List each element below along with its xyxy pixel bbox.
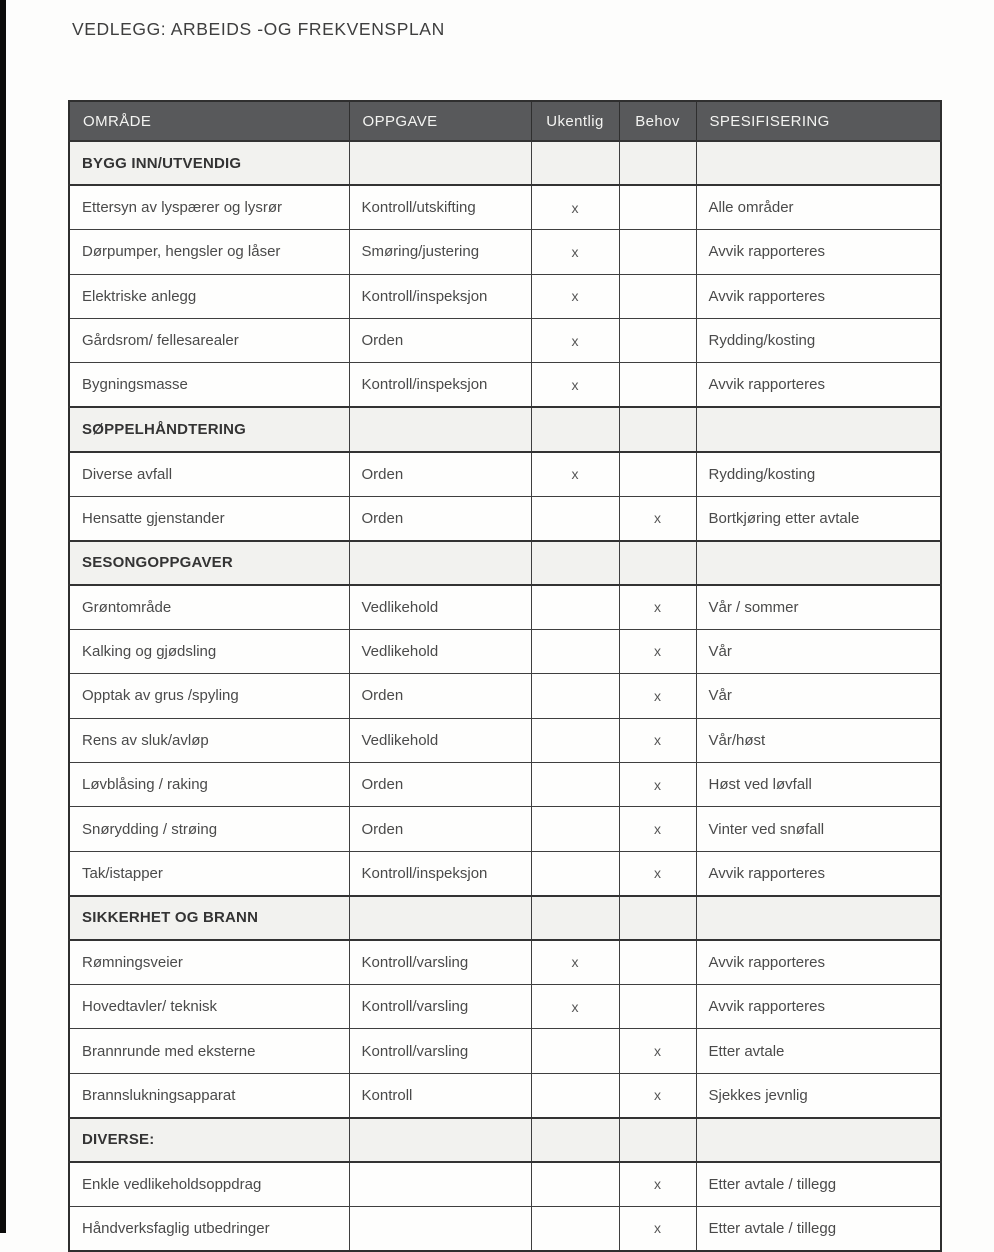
cell-behov: x — [619, 1073, 696, 1117]
column-header-oppgave: OPPGAVE — [349, 101, 531, 141]
cell-ukentlig — [531, 629, 619, 673]
cell-oppgave: Kontroll/varsling — [349, 1029, 531, 1073]
cell-omrade: Bygningsmasse — [69, 363, 349, 407]
cell-oppgave — [349, 1162, 531, 1206]
table-row — [69, 585, 941, 629]
table-row — [69, 452, 941, 496]
cell-ukentlig — [531, 718, 619, 762]
column-header-behov: Behov — [619, 101, 696, 141]
cell-oppgave: Orden — [349, 319, 531, 363]
cell-ukentlig — [531, 807, 619, 851]
cell-behov: x — [619, 1162, 696, 1206]
table-row — [69, 185, 941, 229]
cell-oppgave — [349, 896, 531, 940]
cell-ukentlig — [531, 496, 619, 540]
cell-behov: x — [619, 1206, 696, 1250]
cell-spesifisering: Rydding/kosting — [696, 319, 941, 363]
cell-behov — [619, 940, 696, 984]
cell-spesifisering: Vår — [696, 629, 941, 673]
table-row — [69, 1029, 941, 1073]
cell-behov — [619, 185, 696, 229]
cell-oppgave: Orden — [349, 496, 531, 540]
cell-oppgave: Vedlikehold — [349, 718, 531, 762]
cell-ukentlig: x — [531, 363, 619, 407]
cell-spesifisering: Alle områder — [696, 185, 941, 229]
cell-ukentlig — [531, 762, 619, 806]
cell-oppgave — [349, 141, 531, 185]
cell-spesifisering: Avvik rapporteres — [696, 851, 941, 895]
cell-spesifisering: Etter avtale / tillegg — [696, 1206, 941, 1250]
cell-ukentlig: x — [531, 274, 619, 318]
cell-ukentlig — [531, 407, 619, 451]
table-row — [69, 496, 941, 540]
cell-spesifisering — [696, 896, 941, 940]
cell-ukentlig: x — [531, 984, 619, 1028]
cell-ukentlig — [531, 851, 619, 895]
cell-oppgave: Smøring/justering — [349, 230, 531, 274]
cell-behov: x — [619, 718, 696, 762]
cell-omrade: Kalking og gjødsling — [69, 629, 349, 673]
cell-omrade: SESONGOPPGAVER — [69, 541, 349, 585]
cell-omrade: Gårdsrom/ fellesarealer — [69, 319, 349, 363]
scan-edge-artifact — [0, 0, 6, 1233]
table-header-row — [69, 101, 941, 141]
cell-ukentlig: x — [531, 940, 619, 984]
cell-ukentlig — [531, 141, 619, 185]
cell-omrade: Tak/istapper — [69, 851, 349, 895]
cell-ukentlig — [531, 1029, 619, 1073]
cell-spesifisering: Vår — [696, 674, 941, 718]
cell-spesifisering: Sjekkes jevnlig — [696, 1073, 941, 1117]
cell-omrade: Opptak av grus /spyling — [69, 674, 349, 718]
table-row — [69, 807, 941, 851]
cell-oppgave: Kontroll/inspeksjon — [349, 851, 531, 895]
section-row — [69, 407, 941, 451]
cell-ukentlig — [531, 674, 619, 718]
cell-oppgave: Vedlikehold — [349, 585, 531, 629]
table-row — [69, 274, 941, 318]
column-header-ukentlig: Ukentlig — [531, 101, 619, 141]
cell-oppgave: Kontroll/utskifting — [349, 185, 531, 229]
cell-omrade: SIKKERHET OG BRANN — [69, 896, 349, 940]
cell-ukentlig: x — [531, 319, 619, 363]
cell-omrade: Rømningsveier — [69, 940, 349, 984]
cell-omrade: Snørydding / strøing — [69, 807, 349, 851]
cell-behov — [619, 319, 696, 363]
section-row — [69, 896, 941, 940]
cell-behov — [619, 230, 696, 274]
table-row — [69, 940, 941, 984]
cell-behov: x — [619, 496, 696, 540]
cell-omrade: Diverse avfall — [69, 452, 349, 496]
cell-spesifisering: Avvik rapporteres — [696, 984, 941, 1028]
cell-ukentlig: x — [531, 185, 619, 229]
cell-spesifisering: Rydding/kosting — [696, 452, 941, 496]
cell-oppgave — [349, 1206, 531, 1250]
cell-behov — [619, 141, 696, 185]
table-row — [69, 1162, 941, 1206]
cell-oppgave — [349, 541, 531, 585]
cell-spesifisering: Avvik rapporteres — [696, 230, 941, 274]
cell-behov — [619, 896, 696, 940]
section-row — [69, 141, 941, 185]
cell-behov: x — [619, 629, 696, 673]
cell-omrade: BYGG INN/UTVENDIG — [69, 141, 349, 185]
table-row — [69, 629, 941, 673]
cell-oppgave: Kontroll/inspeksjon — [349, 363, 531, 407]
cell-ukentlig: x — [531, 452, 619, 496]
cell-omrade: Løvblåsing / raking — [69, 762, 349, 806]
cell-spesifisering — [696, 407, 941, 451]
cell-behov — [619, 452, 696, 496]
cell-ukentlig — [531, 541, 619, 585]
table-row — [69, 1206, 941, 1250]
cell-oppgave: Vedlikehold — [349, 629, 531, 673]
cell-spesifisering: Vinter ved snøfall — [696, 807, 941, 851]
cell-behov — [619, 363, 696, 407]
table-row — [69, 230, 941, 274]
cell-oppgave: Kontroll/varsling — [349, 940, 531, 984]
cell-spesifisering: Vår / sommer — [696, 585, 941, 629]
cell-ukentlig — [531, 1206, 619, 1250]
cell-behov — [619, 407, 696, 451]
cell-spesifisering: Vår/høst — [696, 718, 941, 762]
cell-omrade: Rens av sluk/avløp — [69, 718, 349, 762]
cell-omrade: Ettersyn av lyspærer og lysrør — [69, 185, 349, 229]
cell-omrade: Brannrunde med eksterne — [69, 1029, 349, 1073]
cell-behov: x — [619, 674, 696, 718]
cell-behov: x — [619, 762, 696, 806]
cell-omrade: Elektriske anlegg — [69, 274, 349, 318]
cell-ukentlig: x — [531, 230, 619, 274]
cell-behov: x — [619, 585, 696, 629]
cell-spesifisering: Avvik rapporteres — [696, 363, 941, 407]
cell-omrade: Hensatte gjenstander — [69, 496, 349, 540]
cell-oppgave: Kontroll/varsling — [349, 984, 531, 1028]
cell-behov — [619, 1118, 696, 1162]
cell-omrade: Grøntområde — [69, 585, 349, 629]
section-row — [69, 1118, 941, 1162]
table-row — [69, 1073, 941, 1117]
cell-omrade: DIVERSE: — [69, 1118, 349, 1162]
cell-oppgave: Orden — [349, 452, 531, 496]
cell-spesifisering: Etter avtale — [696, 1029, 941, 1073]
cell-oppgave: Orden — [349, 674, 531, 718]
cell-behov: x — [619, 807, 696, 851]
cell-behov — [619, 274, 696, 318]
cell-oppgave: Orden — [349, 762, 531, 806]
cell-spesifisering: Bortkjøring etter avtale — [696, 496, 941, 540]
cell-ukentlig — [531, 896, 619, 940]
cell-spesifisering: Avvik rapporteres — [696, 274, 941, 318]
cell-behov: x — [619, 851, 696, 895]
cell-oppgave: Kontroll/inspeksjon — [349, 274, 531, 318]
table-row — [69, 319, 941, 363]
cell-omrade: Dørpumper, hengsler og låser — [69, 230, 349, 274]
cell-behov: x — [619, 1029, 696, 1073]
cell-oppgave — [349, 1118, 531, 1162]
cell-spesifisering — [696, 541, 941, 585]
table-row — [69, 984, 941, 1028]
table-row — [69, 851, 941, 895]
cell-omrade: Håndverksfaglig utbedringer — [69, 1206, 349, 1250]
document-title: VEDLEGG: ARBEIDS -OG FREKVENSPLAN — [72, 19, 445, 39]
column-header-omrade: OMRÅDE — [69, 101, 349, 141]
cell-spesifisering: Høst ved løvfall — [696, 762, 941, 806]
table-row — [69, 363, 941, 407]
table-row — [69, 674, 941, 718]
cell-oppgave: Kontroll — [349, 1073, 531, 1117]
section-row — [69, 541, 941, 585]
cell-oppgave: Orden — [349, 807, 531, 851]
cell-spesifisering: Avvik rapporteres — [696, 940, 941, 984]
cell-behov — [619, 984, 696, 1028]
cell-omrade: Brannslukningsapparat — [69, 1073, 349, 1117]
cell-ukentlig — [531, 585, 619, 629]
cell-omrade: Hovedtavler/ teknisk — [69, 984, 349, 1028]
cell-behov — [619, 541, 696, 585]
cell-omrade: SØPPELHÅNDTERING — [69, 407, 349, 451]
cell-spesifisering: Etter avtale / tillegg — [696, 1162, 941, 1206]
cell-spesifisering — [696, 141, 941, 185]
table-row — [69, 718, 941, 762]
cell-spesifisering — [696, 1118, 941, 1162]
table-row — [69, 762, 941, 806]
cell-ukentlig — [531, 1162, 619, 1206]
cell-omrade: Enkle vedlikeholdsoppdrag — [69, 1162, 349, 1206]
cell-ukentlig — [531, 1118, 619, 1162]
column-header-spesifisering: SPESIFISERING — [696, 101, 941, 141]
cell-oppgave — [349, 407, 531, 451]
cell-ukentlig — [531, 1073, 619, 1117]
work-frequency-table — [68, 100, 942, 1252]
table-body — [69, 141, 941, 1251]
